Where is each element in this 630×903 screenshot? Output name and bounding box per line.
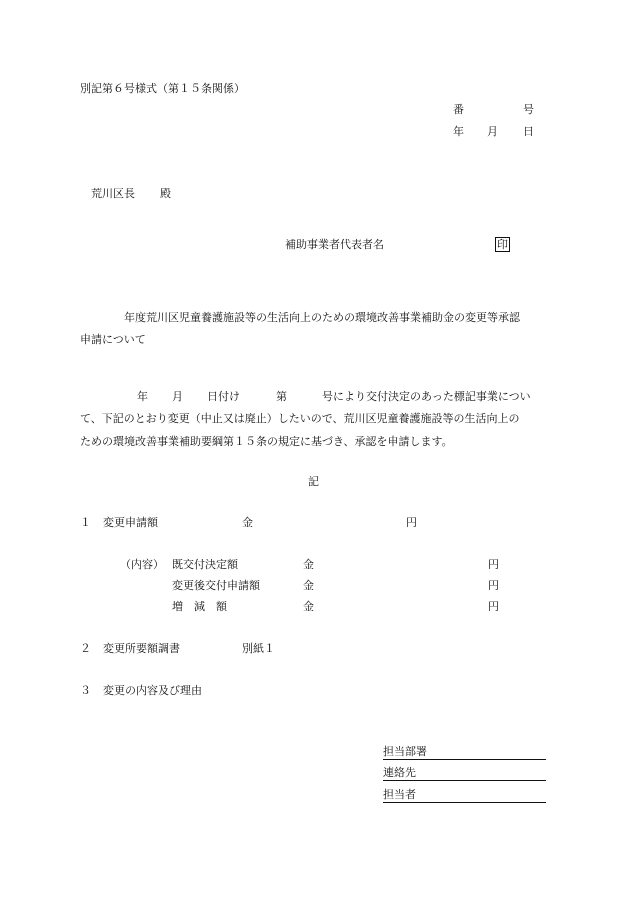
detail-row-en: 円 bbox=[488, 579, 499, 592]
number-suffix-label: 号 bbox=[523, 103, 534, 116]
body-line-3: ための環境改善事業補助要綱第１５条の規定に基づき、承認を申請します。 bbox=[80, 435, 453, 448]
form-number: 別記第６号様式（第１５条関係） bbox=[80, 82, 245, 95]
seal-text: 印 bbox=[497, 238, 508, 251]
contact-dept-label: 担当部署 bbox=[383, 745, 427, 758]
date-day-label: 日 bbox=[523, 125, 534, 138]
detail-row-label: 変更後交付申請額 bbox=[172, 579, 260, 592]
item-2-number: ２ bbox=[80, 642, 91, 655]
contact-person-underline bbox=[383, 802, 546, 803]
item-1-kin: 金 bbox=[242, 516, 253, 529]
title-line-1: 年度荒川区児童養護施設等の生活向上のための環境改善事業補助金の変更等承認 bbox=[124, 311, 520, 324]
ki-heading: 記 bbox=[308, 475, 319, 488]
addressee-honorific: 殿 bbox=[160, 187, 171, 200]
date-year-label: 年 bbox=[453, 125, 464, 138]
detail-row-kin: 金 bbox=[303, 558, 314, 571]
detail-row-label: 既交付決定額 bbox=[172, 558, 238, 571]
date-month-label: 月 bbox=[487, 125, 498, 138]
body-dated: 日付け bbox=[207, 390, 240, 403]
item-1-en: 円 bbox=[406, 516, 417, 529]
addressee-name: 荒川区長 bbox=[91, 187, 135, 200]
body-year: 年 bbox=[137, 390, 148, 403]
contact-phone-underline bbox=[383, 780, 546, 781]
item-3-number: ３ bbox=[80, 684, 91, 697]
body-line-1-rest: 号により交付決定のあった標記事業につい bbox=[322, 390, 531, 403]
detail-row-en: 円 bbox=[488, 600, 499, 613]
seal-mark bbox=[495, 237, 510, 252]
title-line-2: 申請について bbox=[80, 333, 146, 346]
applicant-label: 補助事業者代表者名 bbox=[285, 238, 384, 251]
contact-dept-underline bbox=[383, 759, 546, 760]
detail-row-kin: 金 bbox=[303, 600, 314, 613]
details-header: （内容） bbox=[120, 558, 164, 571]
item-1-label: 変更申請額 bbox=[103, 516, 158, 529]
detail-row-en: 円 bbox=[488, 558, 499, 571]
number-label: 番 bbox=[453, 103, 464, 116]
contact-phone-label: 連絡先 bbox=[383, 766, 416, 779]
item-2-label: 変更所要額調書 bbox=[103, 642, 180, 655]
body-month: 月 bbox=[172, 390, 183, 403]
body-line-2: て、下記のとおり変更（中止又は廃止）したいので、荒川区児童養護施設等の生活向上の bbox=[80, 412, 520, 425]
item-1-number: １ bbox=[80, 516, 91, 529]
body-number-prefix: 第 bbox=[276, 390, 287, 403]
detail-row-label: 増 減 額 bbox=[172, 600, 227, 613]
item-3-label: 変更の内容及び理由 bbox=[103, 684, 202, 697]
detail-row-kin: 金 bbox=[303, 579, 314, 592]
contact-person-label: 担当者 bbox=[383, 788, 416, 801]
item-2-value: 別紙１ bbox=[242, 642, 275, 655]
